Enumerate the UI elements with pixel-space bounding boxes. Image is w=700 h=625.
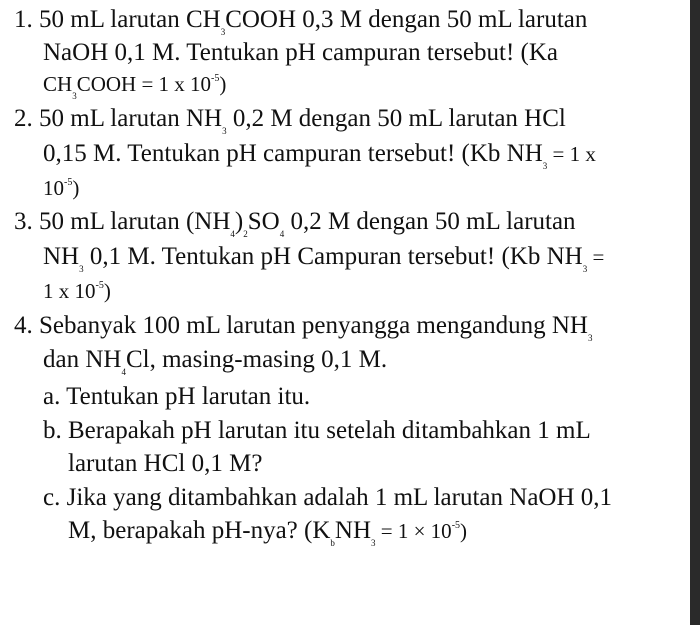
right-border [690, 0, 700, 625]
problem-3-line-3: 1 x $10^{-5}$) [43, 279, 111, 303]
problem-4-item-b-line-1: b. Berapakah pH larutan itu setelah ditambahkan 1 mL [43, 417, 591, 444]
problem-3-line-2: $NH_3$ 0,1 M. Tentukan pH Campuran tersebut! (Kb $NH_3$ = [43, 243, 605, 274]
problem-4-line-2: dan $NH_4Cl$, masing-masing 0,1 M. [43, 346, 388, 377]
problem-2-line-2: 0,15 M. Tentukan pH campuran tersebut! (Kb $NH_3 = 1$ x [43, 140, 596, 171]
problem-4-number: 4. [14, 312, 33, 339]
problem-2-line-1: 2. 50 mL larutan $NH_3$ 0,2 M dengan 50 mL larutan HCl [14, 105, 566, 136]
problem-4-item-b-line-2: larutan HCl 0,1 M? [68, 450, 263, 477]
problem-3-number: 3. [14, 208, 33, 235]
problem-4-item-a: a. Tentukan pH larutan itu. [43, 383, 311, 410]
problem-2-number: 2. [14, 105, 33, 132]
problem-1-number: 1. [14, 6, 33, 33]
problem-2-line-3: $10^{-5}$) [43, 176, 80, 200]
problem-4-item-c-line-1: c. Jika yang ditambahkan adalah 1 mL larutan NaOH 0,1 [43, 484, 613, 511]
problem-1-line-3: $CH_3COOH = 1$ x $10^{-5}$) [43, 72, 227, 101]
problem-1-line-2: NaOH 0,1 M. Tentukan pH campuran tersebut! (Ka [43, 39, 559, 66]
problem-4-item-c-line-2: M, berapakah pH-nya? $(K_bNH_3 = 1 \times 10^{-5})$ [68, 517, 468, 548]
problem-1-line-1: 1. 50 mL larutan $CH_3COOH$ 0,3 M dengan 50 mL larutan [14, 6, 588, 37]
problem-3-line-1: 3. 50 mL larutan $(NH_4)_2SO_4$ 0,2 M dengan 50 mL larutan [14, 208, 576, 239]
problem-4-line-1: 4. Sebanyak 100 mL larutan penyangga mengandung $NH_3$ [14, 312, 593, 343]
